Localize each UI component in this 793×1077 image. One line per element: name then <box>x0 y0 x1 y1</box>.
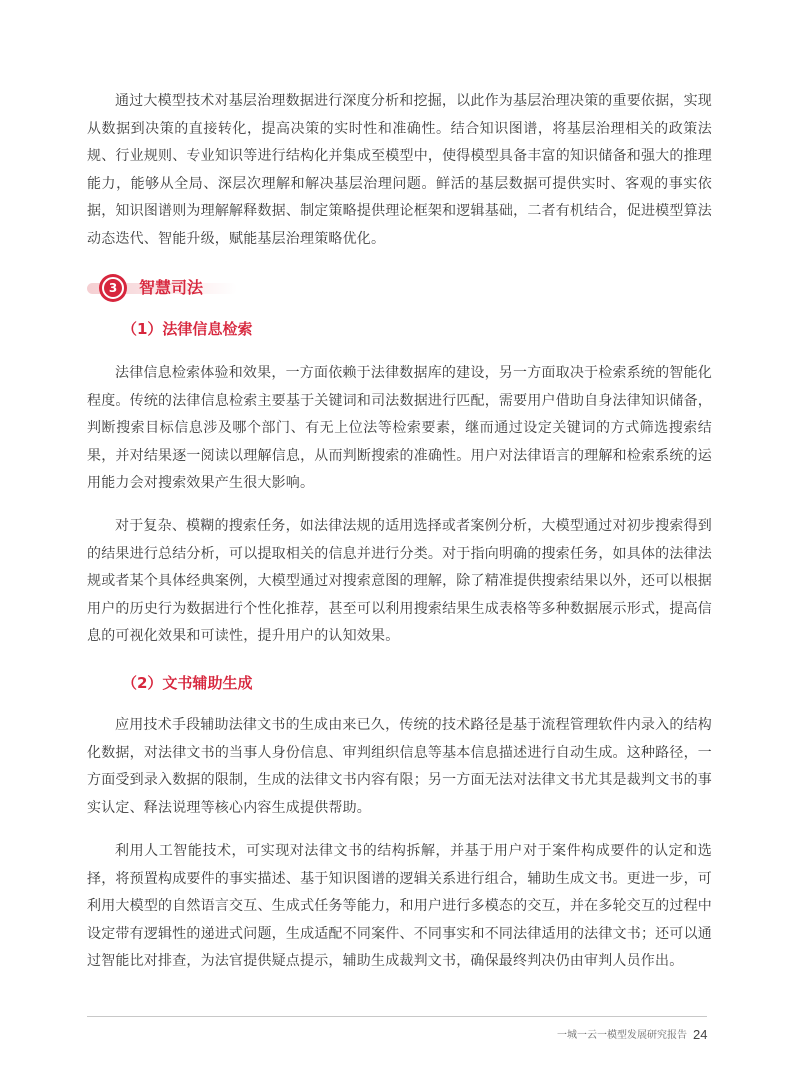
section-number: 3 <box>102 277 124 299</box>
section-number-badge <box>99 274 127 302</box>
footer-divider <box>87 1016 707 1017</box>
page-number: 24 <box>693 1027 708 1042</box>
paragraph-document-generation-1: 应用技术手段辅助法律文书的生成由来已久，传统的技术路径是基于流程管理软件内录入的结构化数据，对法律文书的当事人身份信息、审判组织信息等基本信息描述进行自动生成。这种路径，一方面受到录入数据的限制，生成的法律文书内容有限；另一方面无法对法律文书尤其是裁判文书的事实认定、释法说理等核心内容生成提供帮助。 <box>87 717 712 816</box>
paragraph-intro: 通过大模型技术对基层治理数据进行深度分析和挖掘，以此作为基层治理决策的重要依据，实现从数据到决策的直接转化，提高决策的实时性和准确性。结合知识图谱，将基层治理相关的政策法规、行业规则、专业知识等进行结构化并集成至模型中，使得模型具备丰富的知识储备和强大的推理能力，能够从全局、深层次理解和解决基层治理问题。鲜活的基层数据可提供实时、客观的事实依据，知识图谱则为理解解释数据、制定策略提供理论框架和逻辑基础，二者有机结合，促进模型算法动态迭代、智能升级，赋能基层治理策略优化。 <box>87 93 712 247</box>
paragraph-legal-search-2: 对于复杂、模糊的搜索任务，如法律法规的适用选择或者案例分析，大模型通过对初步搜索得到的结果进行总结分析，可以提取相关的信息并进行分类。对于指向明确的搜索任务，如具体的法律法规或者某个具体经典案例，大模型通过对搜索意图的理解，除了精准提供搜索结果以外，还可以根据用户的历史行为数据进行个性化推荐，甚至可以利用搜索结果生成表格等多种数据展示形式，提高信息的可视化效果和可读性，提升用户的认知效果。 <box>87 518 712 644</box>
footer-report-title: 一城一云一模型发展研究报告 <box>557 1030 687 1041</box>
subsection-title-legal-search: （1）法律信息检索 <box>122 320 253 338</box>
subsection-title-document-generation: （2）文书辅助生成 <box>122 674 253 692</box>
paragraph-document-generation-2: 利用人工智能技术，可实现对法律文书的结构拆解，并基于用户对于案件构成要件的认定和选择，将预置构成要件的事实描述、基于知识图谱的逻辑关系进行组合，辅助生成文书。更进一步，可利用大模型的自然语言交互、生成式任务等能力，和用户进行多模态的交互，并在多轮交互的过程中设定带有逻辑性的递进式问题，生成适配不同案件、不同事实和不同法律适用的法律文书；还可以通过智能比对排查，为法官提供疑点提示，辅助生成裁判文书，确保最终判决仍由审判人员作出。 <box>87 843 712 969</box>
paragraph-legal-search-1: 法律信息检索体验和效果，一方面依赖于法律数据库的建设，另一方面取决于检索系统的智能化程度。传统的法律信息检索主要基于关键词和司法数据进行匹配，需要用户借助自身法律知识储备，判断搜索目标信息涉及哪个部门、有无上位法等检索要素，继而通过设定关键词的方式筛选搜索结果，并对结果逐一阅读以理解信息，从而判断搜索的准确性。用户对法律语言的理解和检索系统的运用能力会对搜索效果产生很大影响。 <box>87 365 712 491</box>
section-title: 智慧司法 <box>139 278 204 297</box>
section-header <box>87 274 247 302</box>
